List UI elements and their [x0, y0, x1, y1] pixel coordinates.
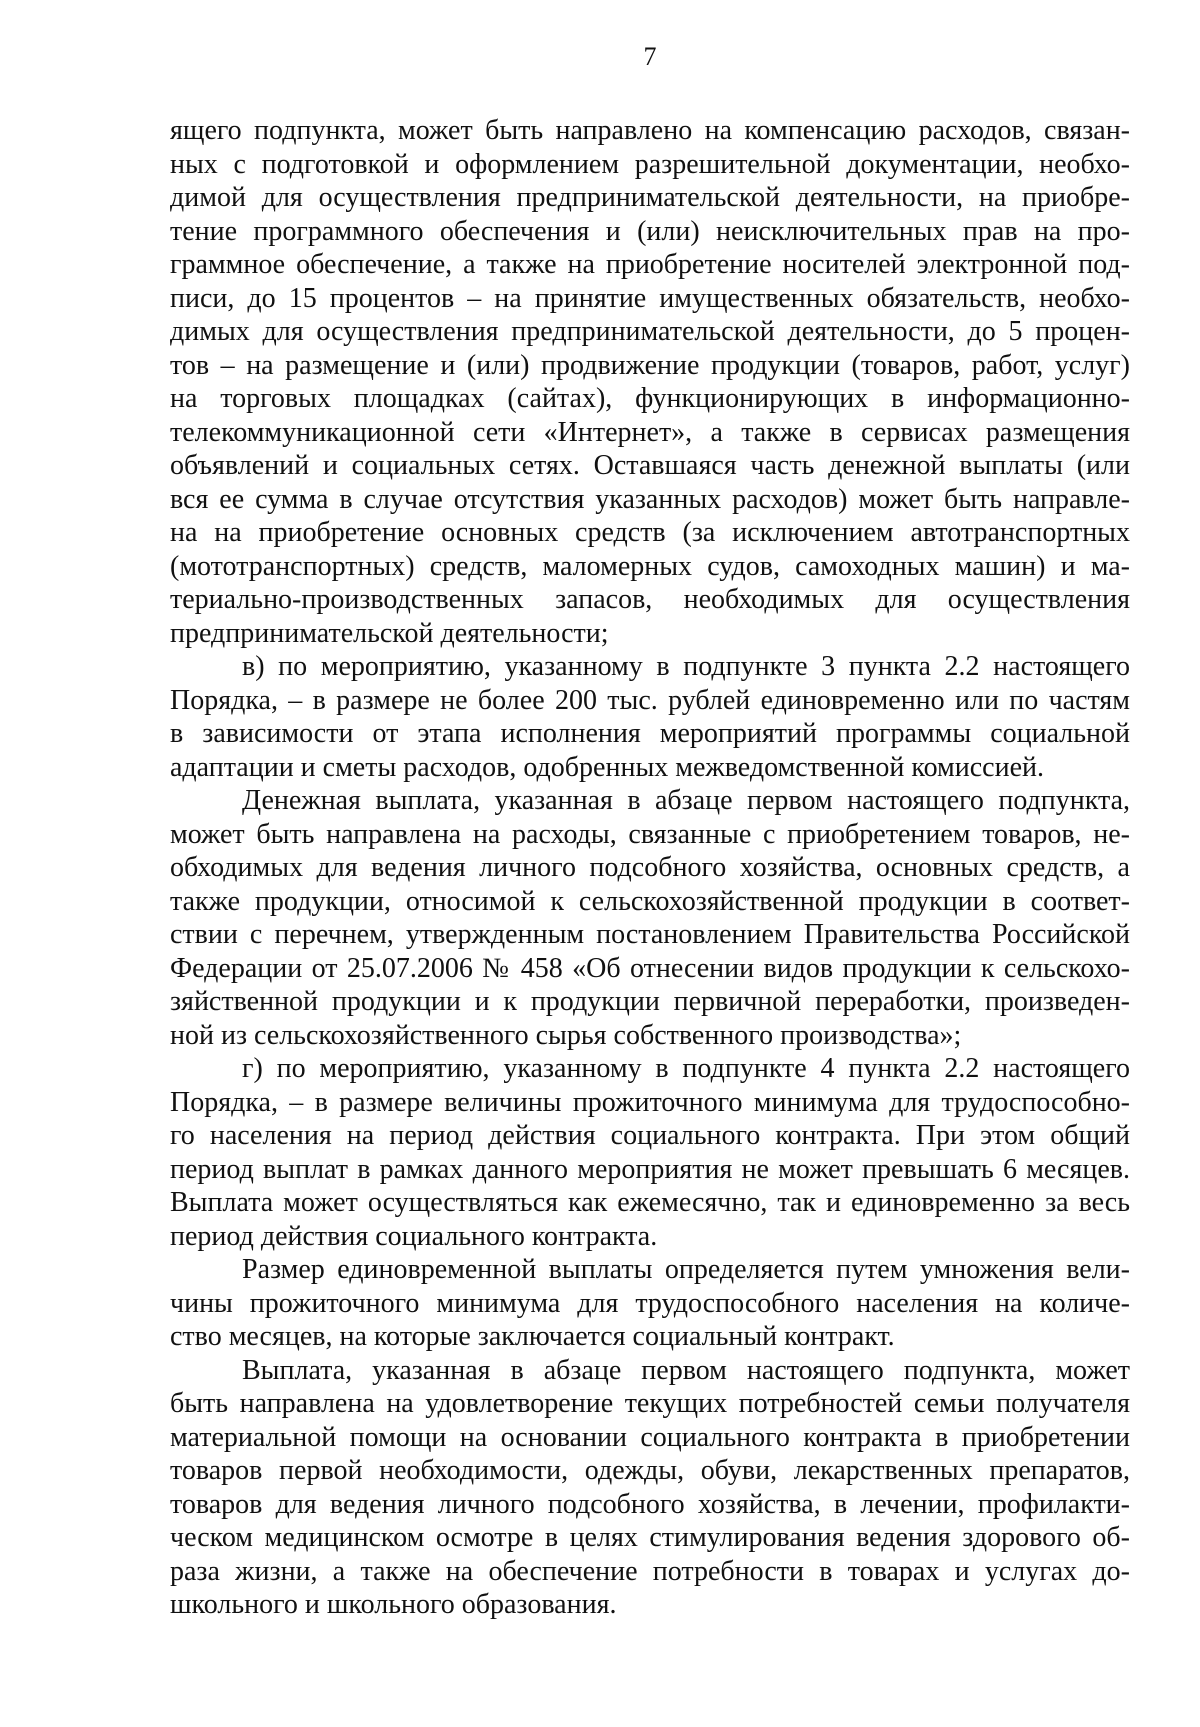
text-line: быть направлена на удовлетворение текущих потребностей семьи получателя: [170, 1388, 1130, 1419]
text-line: период выплат в рамках данного мероприятия не может превышать 6 месяцев.: [170, 1153, 1130, 1185]
text-line: димых для осуществления предпринимательской деятельности, до 5 процен-: [170, 316, 1130, 347]
text-line: раза жизни, а также на обеспечение потребности в товарах и услугах до-: [170, 1555, 1130, 1587]
text-line: товаров для ведения личного подсобного хозяйства, в лечении, профилакти-: [170, 1488, 1130, 1520]
text-line: (мототранспортных) средств, маломерных судов, самоходных машин) и ма-: [170, 550, 1130, 582]
paragraph-first-line: Денежная выплата, указанная в абзаце первом настоящего подпункта,: [242, 785, 1130, 816]
text-line: школьного и школьного образования.: [170, 1589, 617, 1620]
text-line: адаптации и сметы расходов, одобренных межведомственной комиссией.: [170, 751, 1045, 783]
text-line: товаров первой необходимости, одежды, обуви, лекарственных препаратов,: [170, 1455, 1130, 1486]
paragraph-first-line: Размер единовременной выплаты определяется путем умножения вели-: [242, 1254, 1130, 1285]
text-line: Порядка, – в размере величины прожиточного минимума для трудоспособно-: [170, 1086, 1130, 1118]
text-line: может быть направлена на расходы, связанные с приобретением товаров, не-: [170, 818, 1130, 850]
text-line: тение программного обеспечения и (или) неисключительных прав на про-: [170, 215, 1130, 247]
text-line: чины прожиточного минимума для трудоспособного населения на количе-: [170, 1287, 1130, 1319]
text-line: ной из сельскохозяйственного сырья собственного производства»;: [170, 1019, 962, 1051]
text-line: на торговых площадках (сайтах), функционирующих в информационно-: [170, 383, 1130, 414]
text-line: ных с подготовкой и оформлением разрешительной документации, необхо-: [170, 148, 1130, 180]
text-line: период действия социального контракта.: [170, 1220, 658, 1252]
text-line: обходимых для ведения личного подсобного хозяйства, основных средств, а: [170, 852, 1130, 883]
text-line: телекоммуникационной сети «Интернет», а также в сервисах размещения: [170, 416, 1130, 448]
paragraph-first-line: в) по мероприятию, указанному в подпункте 3 пункта 2.2 настоящего: [242, 651, 1130, 682]
text-line: Федерации от 25.07.2006 № 458 «Об отнесении видов продукции к сельскохо-: [170, 952, 1130, 984]
text-line: ческом медицинском осмотре в целях стимулирования ведения здорового об-: [170, 1522, 1130, 1553]
text-line: объявлений и социальных сетях. Оставшаяся часть денежной выплаты (или: [170, 450, 1130, 481]
text-line: ствии с перечнем, утвержденным постановлением Правительства Российской: [170, 919, 1130, 950]
paragraph-first-line: г) по мероприятию, указанному в подпункте 4 пункта 2.2 настоящего: [242, 1053, 1130, 1084]
text-line: также продукции, относимой к сельскохозяйственной продукции в соответ-: [170, 885, 1130, 917]
text-line: Порядка, – в размере не более 200 тыс. рублей единовременно или по частям: [170, 684, 1130, 716]
text-line: териально-производственных запасов, необходимых для осуществления: [170, 584, 1130, 615]
text-line: в зависимости от этапа исполнения мероприятий программы социальной: [170, 718, 1130, 749]
text-line: Выплата может осуществляться как ежемесячно, так и единовременно за весь: [170, 1187, 1130, 1218]
text-line: тов – на размещение и (или) продвижение продукции (товаров, работ, услуг): [170, 349, 1130, 381]
paragraph-first-line: Выплата, указанная в абзаце первом настоящего подпункта, может: [242, 1354, 1130, 1386]
text-line: писи, до 15 процентов – на принятие имущественных обязательств, необхо-: [170, 282, 1130, 314]
page-number: 7: [643, 42, 657, 71]
text-line: ящего подпункта, может быть направлено на компенсацию расходов, связан-: [170, 115, 1130, 146]
text-line: граммное обеспечение, а также на приобретение носителей электронной под-: [170, 249, 1130, 280]
text-line: ство месяцев, на которые заключается социальный контракт.: [170, 1321, 895, 1352]
text-line: го населения на период действия социального контракта. При этом общий: [170, 1120, 1130, 1151]
text-line: димой для осуществления предпринимательской деятельности, на приобре-: [170, 182, 1130, 213]
text-line: материальной помощи на основании социального контракта в приобретении: [170, 1421, 1130, 1453]
body-text: [170, 114, 1130, 1622]
text-line: зяйственной продукции и к продукции первичной переработки, произведен-: [170, 986, 1130, 1017]
text-line: на на приобретение основных средств (за исключением автотранспортных: [170, 517, 1130, 548]
text-line: предпринимательской деятельности;: [170, 617, 609, 649]
text-line: вся ее сумма в случае отсутствия указанных расходов) может быть направле-: [170, 483, 1130, 515]
